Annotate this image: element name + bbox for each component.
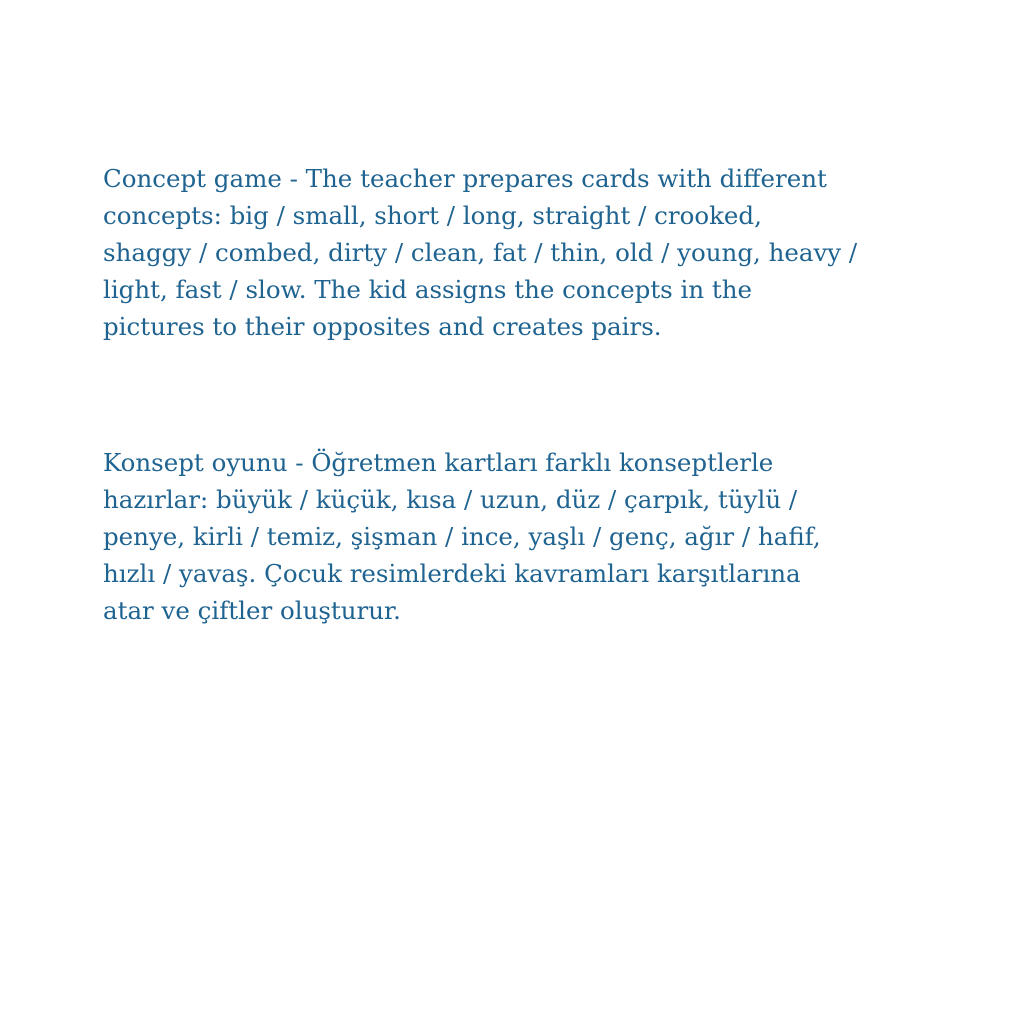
english-paragraph: Concept game - The teacher prepares cards with different concepts: big / small, short / long, straight / crooked, shaggy / combed, dirty / clean, fat / thin, old / young, heavy / light, fast / slow. The kid assigns the concepts in the pictures to their opposites and creates pairs.	[103, 164, 858, 341]
turkish-paragraph: Konsept oyunu - Öğretmen kartları farklı konseptlerle hazırlar: büyük / küçük, kısa / uzun, düz / çarpık, tüylü / penye, kirli / temiz, şişman / ince, yaşlı / genç, ağır / hafif, hızlı / yavaş. Çocuk resimlerdeki kavramları karşıtlarına atar ve çiftler oluşturur.	[103, 448, 821, 625]
